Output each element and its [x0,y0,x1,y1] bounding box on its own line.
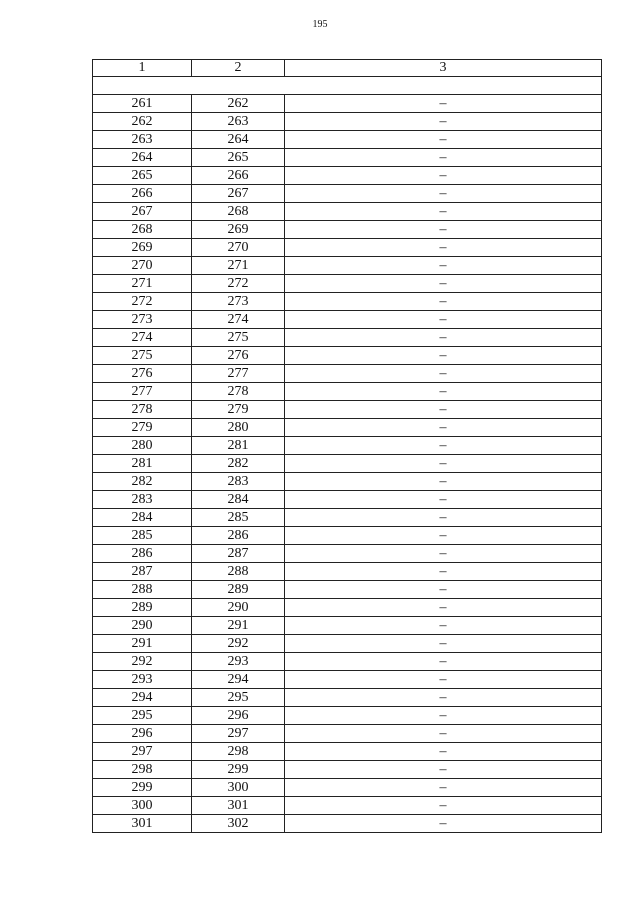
table-cell-col-2: 265 [192,149,285,167]
table-cell-col-1: 289 [93,599,192,617]
table-cell-col-1: 297 [93,743,192,761]
table-cell-col-1: 268 [93,221,192,239]
table-row [93,653,602,671]
table-cell-col-1: 269 [93,239,192,257]
table-cell-col-1: 272 [93,293,192,311]
table-cell-col-3: – [285,725,602,743]
table-cell-col-3: – [285,707,602,725]
table-cell-col-2: 289 [192,581,285,599]
table-row [93,491,602,509]
table-row [93,383,602,401]
table-cell-col-3: – [285,581,602,599]
table-row [93,455,602,473]
table-cell-col-2: 268 [192,203,285,221]
table-cell-col-1: 275 [93,347,192,365]
table-row [93,203,602,221]
table-row [93,221,602,239]
table-cell-col-3: – [285,545,602,563]
table-cell-col-3: – [285,203,602,221]
table-row [93,743,602,761]
table-row [93,131,602,149]
table-cell-col-2: 276 [192,347,285,365]
table-cell-col-1: 280 [93,437,192,455]
table-row [93,599,602,617]
table-cell-col-3: – [285,401,602,419]
table-cell-col-2: 269 [192,221,285,239]
table-cell-col-2: 286 [192,527,285,545]
table-cell-col-3: – [285,689,602,707]
table-cell-col-2: 266 [192,167,285,185]
table-cell-col-3: – [285,293,602,311]
table-cell-col-1: 270 [93,257,192,275]
table-cell-col-2: 280 [192,419,285,437]
table-cell-col-2: 294 [192,671,285,689]
table-body [93,60,602,833]
table-cell-col-1: 295 [93,707,192,725]
table-cell-col-3: – [285,527,602,545]
table-cell-col-2: 299 [192,761,285,779]
table-row [93,527,602,545]
table-row [93,167,602,185]
table-cell-col-3: – [285,365,602,383]
table-cell-col-3: – [285,131,602,149]
table-cell-col-2: 264 [192,131,285,149]
table-cell-col-2: 281 [192,437,285,455]
table-row [93,671,602,689]
table-cell-col-1: 265 [93,167,192,185]
table-cell-col-1: 279 [93,419,192,437]
table-row [93,239,602,257]
table-cell-col-1: 271 [93,275,192,293]
table-cell-col-1: 285 [93,527,192,545]
table-cell-col-3: – [285,617,602,635]
table-cell-col-3: – [285,437,602,455]
table-cell-col-1: 300 [93,797,192,815]
table-cell-col-3: – [285,563,602,581]
table-row [93,275,602,293]
table-row [93,365,602,383]
table-row [93,329,602,347]
table-row [93,509,602,527]
table-cell-col-3: – [285,653,602,671]
table-cell-col-1: 267 [93,203,192,221]
table-cell-col-2: 263 [192,113,285,131]
table-cell-col-2: 273 [192,293,285,311]
table-cell-col-3: – [285,491,602,509]
table-cell-col-3: – [285,185,602,203]
table-cell-col-1: 290 [93,617,192,635]
table-row [93,95,602,113]
column-header-3: 3 [285,60,602,77]
table-cell-col-3: – [285,635,602,653]
table-cell-col-2: 296 [192,707,285,725]
table-cell-col-2: 298 [192,743,285,761]
table-cell-col-2: 267 [192,185,285,203]
table-cell-col-1: 288 [93,581,192,599]
table-cell-col-2: 282 [192,455,285,473]
table-cell-col-1: 266 [93,185,192,203]
table-cell-col-3: – [285,599,602,617]
table-cell-col-1: 273 [93,311,192,329]
table-cell-col-2: 272 [192,275,285,293]
table-row [93,689,602,707]
table-cell-col-1: 284 [93,509,192,527]
table-cell-col-2: 285 [192,509,285,527]
table-cell-col-2: 291 [192,617,285,635]
table-row [93,779,602,797]
table-cell-col-3: – [285,275,602,293]
table-cell-col-3: – [285,455,602,473]
table-cell-col-3: – [285,797,602,815]
table-cell-col-2: 300 [192,779,285,797]
table-row [93,797,602,815]
table-cell-col-3: – [285,383,602,401]
table-cell-col-2: 274 [192,311,285,329]
table-cell-col-1: 261 [93,95,192,113]
table-cell-col-3: – [285,743,602,761]
table-cell-col-2: 293 [192,653,285,671]
table-cell-col-2: 283 [192,473,285,491]
table-cell-col-2: 278 [192,383,285,401]
table-cell-col-3: – [285,509,602,527]
table-cell-col-1: 292 [93,653,192,671]
table-row [93,563,602,581]
table-cell-col-1: 287 [93,563,192,581]
table-cell-col-2: 275 [192,329,285,347]
table-cell-col-2: 262 [192,95,285,113]
table-spacer-row [93,77,602,95]
table-cell-col-1: 281 [93,455,192,473]
table-cell-col-3: – [285,113,602,131]
table-cell-col-3: – [285,311,602,329]
table-row [93,401,602,419]
table-cell-col-2: 288 [192,563,285,581]
table-cell-col-1: 298 [93,761,192,779]
table-row [93,815,602,833]
table-cell-col-2: 302 [192,815,285,833]
table-row [93,311,602,329]
table-row [93,473,602,491]
table-cell-col-1: 294 [93,689,192,707]
table-row [93,437,602,455]
table-cell-col-1: 293 [93,671,192,689]
spacer-cell [93,77,602,95]
table-row [93,257,602,275]
table-cell-col-2: 270 [192,239,285,257]
table-cell-col-2: 290 [192,599,285,617]
table-cell-col-2: 279 [192,401,285,419]
table-cell-col-1: 291 [93,635,192,653]
table-cell-col-3: – [285,167,602,185]
table-cell-col-1: 301 [93,815,192,833]
table-cell-col-1: 276 [93,365,192,383]
table-cell-col-1: 277 [93,383,192,401]
data-table [92,59,602,833]
table-cell-col-3: – [285,779,602,797]
table-cell-col-2: 292 [192,635,285,653]
table-cell-col-1: 262 [93,113,192,131]
table-row [93,293,602,311]
table-cell-col-1: 299 [93,779,192,797]
table-cell-col-1: 286 [93,545,192,563]
table-row [93,581,602,599]
table-header-row [93,60,602,77]
table-cell-col-3: – [285,419,602,437]
table-row [93,545,602,563]
table-cell-col-1: 263 [93,131,192,149]
table-cell-col-2: 284 [192,491,285,509]
page-number: 195 [312,19,328,30]
column-header-2: 2 [192,60,285,77]
table-cell-col-3: – [285,815,602,833]
table-cell-col-3: – [285,239,602,257]
table-cell-col-3: – [285,473,602,491]
table-row [93,707,602,725]
table-cell-col-3: – [285,347,602,365]
table-row [93,761,602,779]
table-row [93,635,602,653]
table-cell-col-2: 297 [192,725,285,743]
table-row [93,149,602,167]
table-cell-col-2: 301 [192,797,285,815]
table-cell-col-2: 295 [192,689,285,707]
table-row [93,617,602,635]
table-cell-col-3: – [285,671,602,689]
table-cell-col-2: 277 [192,365,285,383]
column-header-1: 1 [93,60,192,77]
table-cell-col-2: 287 [192,545,285,563]
table-cell-col-1: 283 [93,491,192,509]
table-cell-col-1: 282 [93,473,192,491]
table-cell-col-3: – [285,329,602,347]
table-cell-col-3: – [285,761,602,779]
table-cell-col-3: – [285,149,602,167]
table-cell-col-1: 278 [93,401,192,419]
table-row [93,419,602,437]
table-row [93,113,602,131]
table-row [93,725,602,743]
table-cell-col-1: 274 [93,329,192,347]
table-cell-col-3: – [285,221,602,239]
table-row [93,185,602,203]
table-row [93,347,602,365]
table-cell-col-2: 271 [192,257,285,275]
table-cell-col-1: 264 [93,149,192,167]
table-cell-col-3: – [285,257,602,275]
table-cell-col-1: 296 [93,725,192,743]
table-cell-col-3: – [285,95,602,113]
